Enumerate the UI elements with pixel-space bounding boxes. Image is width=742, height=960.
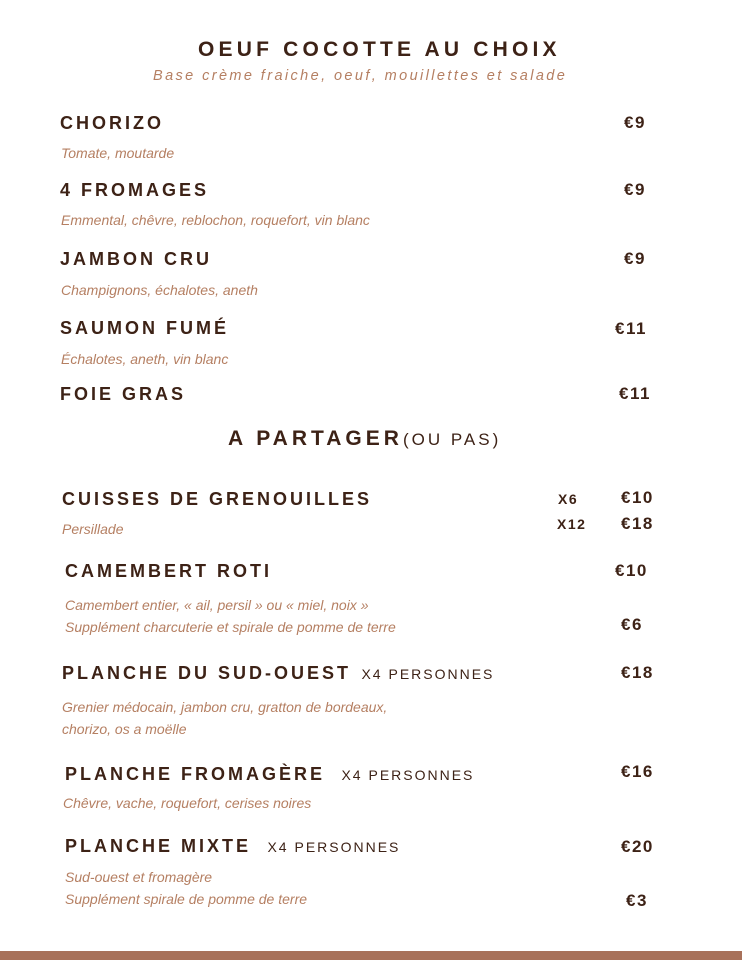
item-price-camembert: €10 xyxy=(615,561,648,580)
item-supplement-price-camembert: €6 xyxy=(621,615,643,634)
item-price-mixte: €20 xyxy=(621,837,654,856)
item-price-x12: €18 xyxy=(621,514,654,533)
item-name-planche-fromagere: PLANCHE FROMAGÈRE xyxy=(65,764,326,784)
item-price-chorizo: €9 xyxy=(624,113,646,132)
item-name-camembert-roti: CAMEMBERT ROTI xyxy=(65,561,272,581)
item-price-sud-ouest: €18 xyxy=(621,663,654,682)
item-name-planche-fromagere-row xyxy=(65,764,474,785)
item-name-saumon-fume: SAUMON FUMÉ xyxy=(60,318,229,338)
item-desc-sud-ouest-1: Grenier médocain, jambon cru, gratton de bordeaux, xyxy=(62,699,388,715)
section-subtitle: Base crème fraiche, oeuf, mouillettes et salade xyxy=(153,68,568,84)
item-name-foie-gras: FOIE GRAS xyxy=(60,384,187,404)
item-name-planche-sud-ouest: PLANCHE DU SUD-OUEST xyxy=(62,663,352,683)
item-desc-mixte-1: Sud-ouest et fromagère xyxy=(65,869,213,885)
item-name-planche-mixte: PLANCHE MIXTE xyxy=(65,836,252,856)
section-title-main: A PARTAGER xyxy=(228,427,403,450)
item-desc-sud-ouest-2: chorizo, os a moëlle xyxy=(62,721,187,737)
item-price-4-fromages: €9 xyxy=(624,180,646,199)
item-price-jambon-cru: €9 xyxy=(624,249,646,268)
item-name-planche-mixte-row xyxy=(65,836,400,857)
item-desc-camembert-1: Camembert entier, « ail, persil » ou « miel, noix » xyxy=(65,597,369,613)
bottom-border-bar xyxy=(0,951,742,960)
item-qty-x6: X6 xyxy=(558,491,579,507)
item-name-jambon-cru: JAMBON CRU xyxy=(60,249,213,269)
item-desc-chorizo: Tomate, moutarde xyxy=(61,145,175,161)
item-price-foie-gras: €11 xyxy=(619,384,651,403)
section-title-oeuf-cocotte: OEUF COCOTTE AU CHOIX xyxy=(198,38,561,61)
item-desc-fromagere: Chêvre, vache, roquefort, cerises noires xyxy=(63,795,312,811)
item-price-saumon-fume: €11 xyxy=(615,319,647,338)
item-persons-sud-ouest: X4 PERSONNES xyxy=(361,666,495,682)
section-title-suffix: (OU PAS) xyxy=(402,430,502,449)
item-name-4-fromages: 4 FROMAGES xyxy=(60,180,210,200)
item-desc-camembert-2: Supplément charcuterie et spirale de pomme de terre xyxy=(65,619,396,635)
item-desc-jambon-cru: Champignons, échalotes, aneth xyxy=(61,282,258,298)
item-persons-mixte: X4 PERSONNES xyxy=(267,839,401,855)
item-name-planche-sud-ouest-row xyxy=(62,663,494,684)
section-title-a-partager xyxy=(228,427,501,451)
item-desc-4-fromages: Emmental, chêvre, reblochon, roquefort, vin blanc xyxy=(61,212,370,228)
item-name-cuisses-de-grenouilles: CUISSES DE GRENOUILLES xyxy=(62,489,373,509)
item-supplement-price-mixte: €3 xyxy=(626,891,648,910)
item-price-fromagere: €16 xyxy=(621,762,654,781)
item-persons-fromagere: X4 PERSONNES xyxy=(341,767,475,783)
item-price-x6: €10 xyxy=(621,488,654,507)
item-desc-saumon-fume: Échalotes, aneth, vin blanc xyxy=(61,351,229,367)
item-desc-cuisses: Persillade xyxy=(62,521,124,537)
item-qty-x12: X12 xyxy=(557,516,587,532)
item-name-chorizo: CHORIZO xyxy=(60,113,164,133)
item-desc-mixte-2: Supplément spirale de pomme de terre xyxy=(65,891,308,907)
